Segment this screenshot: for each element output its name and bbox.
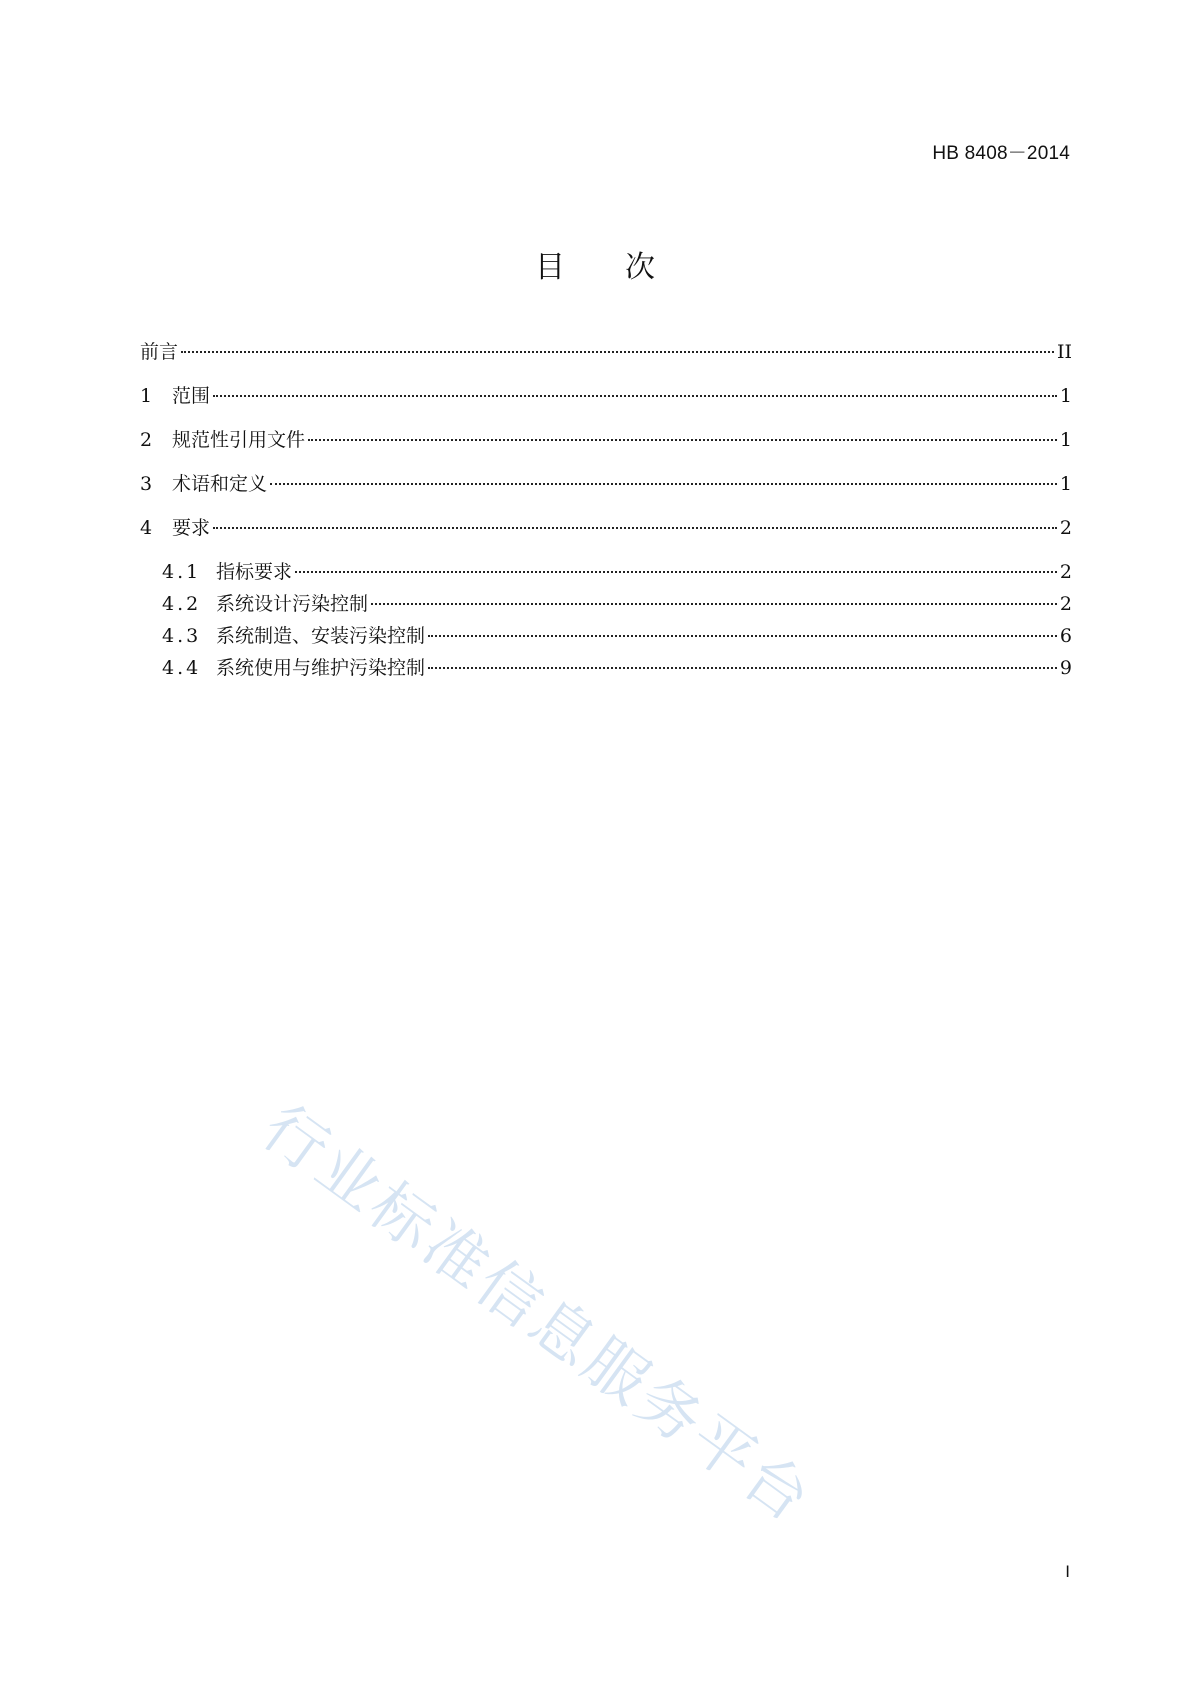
toc-entry-page: 6 <box>1059 625 1072 647</box>
toc-entry-number: 4.1 <box>162 561 202 583</box>
toc-entry-page: 9 <box>1059 657 1072 679</box>
toc-entry-page: 2 <box>1059 593 1072 615</box>
toc-entry-number: 4.2 <box>162 593 202 615</box>
toc-entry-label: 指标要求 <box>216 561 293 583</box>
toc-leader-dots <box>181 351 1054 353</box>
toc-entry-normative-references[interactable] <box>140 428 1072 472</box>
toc-leader-dots <box>213 395 1057 397</box>
toc-leader-dots <box>428 635 1057 637</box>
table-of-contents <box>140 340 1072 688</box>
toc-entry-label: 规范性引用文件 <box>172 429 306 451</box>
standard-number: HB 8408－2014 <box>932 143 1070 164</box>
toc-entry-scope[interactable] <box>140 384 1072 428</box>
page-title: 目次 <box>535 250 715 285</box>
toc-entry-terms-definitions[interactable] <box>140 472 1072 516</box>
toc-leader-dots <box>308 439 1057 441</box>
toc-leader-dots <box>428 667 1057 669</box>
toc-entry-number: 3 <box>140 473 153 495</box>
toc-entry-page: 2 <box>1059 517 1072 539</box>
toc-entry-label: 系统使用与维护污染控制 <box>216 657 426 679</box>
toc-leader-dots <box>270 483 1057 485</box>
toc-entry-page: II <box>1056 341 1072 363</box>
toc-entry-design-contamination-control[interactable] <box>140 592 1072 624</box>
toc-leader-dots <box>295 571 1057 573</box>
toc-entry-label: 系统设计污染控制 <box>216 593 369 615</box>
toc-entry-number: 1 <box>140 385 153 407</box>
toc-entry-number: 4.3 <box>162 625 202 647</box>
toc-entry-page: 1 <box>1059 429 1072 451</box>
toc-leader-dots <box>213 527 1057 529</box>
toc-entry-number: 4 <box>140 517 153 539</box>
toc-entry-label: 范围 <box>172 385 211 407</box>
toc-entry-foreword[interactable] <box>140 340 1072 384</box>
toc-entry-index-requirements[interactable] <box>140 560 1072 592</box>
toc-entry-label: 术语和定义 <box>172 473 268 495</box>
toc-entry-number: 4.4 <box>162 657 202 679</box>
toc-leader-dots <box>371 603 1057 605</box>
toc-entry-requirements[interactable] <box>140 516 1072 560</box>
toc-entry-number: 2 <box>140 429 153 451</box>
toc-entry-label: 系统制造、安装污染控制 <box>216 625 426 647</box>
toc-entry-page: 1 <box>1059 473 1072 495</box>
toc-entry-maintenance-contamination-control[interactable] <box>140 656 1072 688</box>
toc-entry-manufacture-contamination-control[interactable] <box>140 624 1072 656</box>
toc-entry-page: 1 <box>1059 385 1072 407</box>
watermark: 行业标准信息服务平台 <box>249 1090 827 1538</box>
toc-entry-label: 前言 <box>140 341 179 363</box>
toc-entry-page: 2 <box>1059 561 1072 583</box>
page-number: I <box>1065 1562 1070 1581</box>
toc-entry-label: 要求 <box>172 517 211 539</box>
